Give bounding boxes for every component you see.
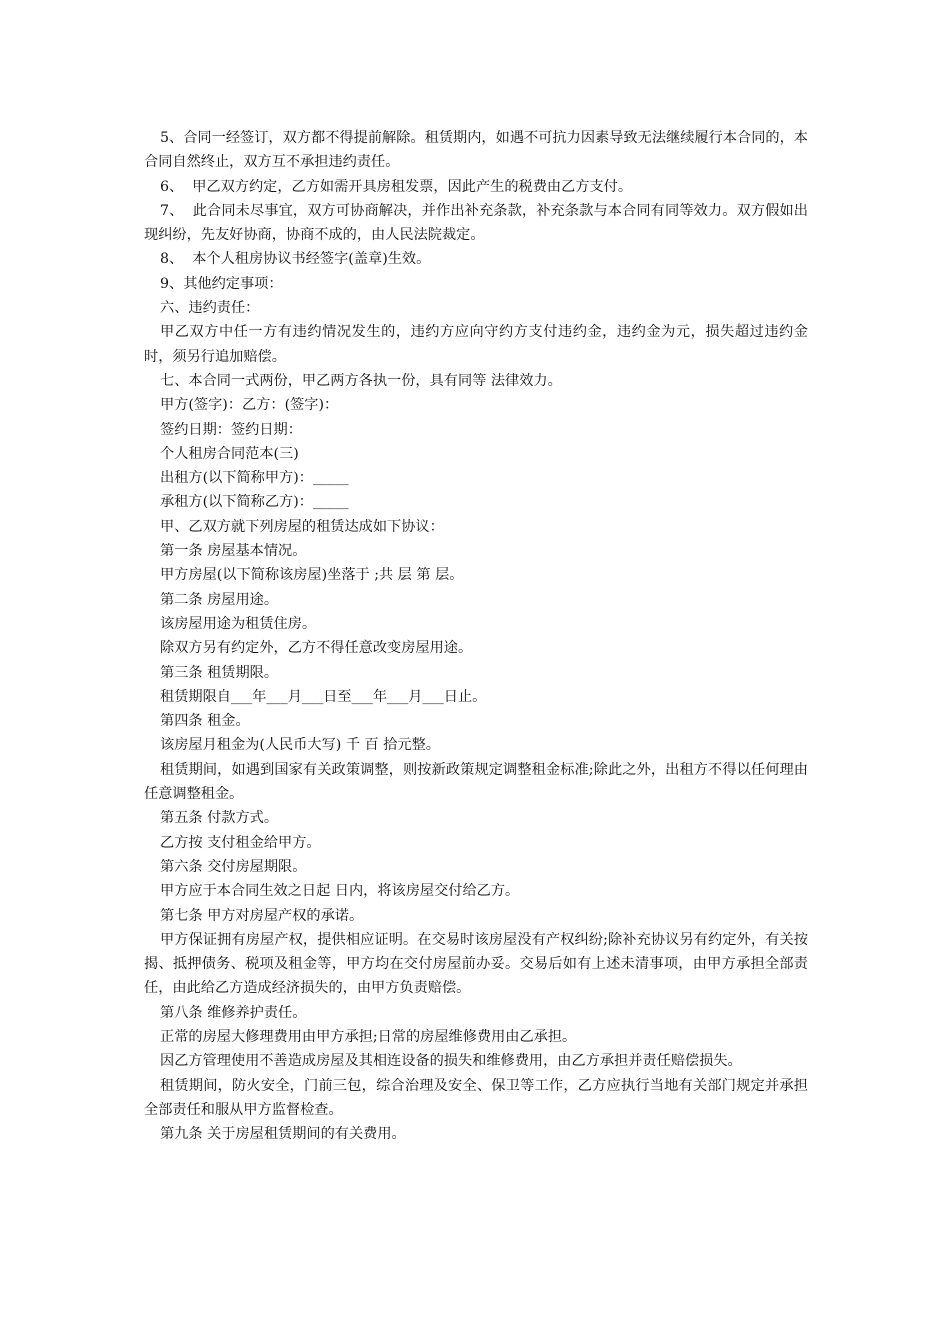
signing-date-line: 签约日期：签约日期： xyxy=(160,421,302,438)
article-8-text-1: 正常的房屋大修理费用由甲方承担;日常的房屋维修费用由乙承担。 xyxy=(160,1028,577,1045)
clause-8: 8、 本个人租房协议书经签字(盖章)生效。 xyxy=(160,251,431,268)
article-8-heading: 第八条 维修养护责任。 xyxy=(160,1004,307,1021)
article-4-text-2: 租赁期间，如遇到国家有关政策调整，则按新政策规定调整租金标准;除此之外，出租方不得以任何理由任意调整租金。 xyxy=(144,761,808,803)
article-5-text: 乙方按 支付租金给甲方。 xyxy=(160,834,321,851)
lessee-line: 承租方(以下简称乙方)：_____ xyxy=(160,494,349,511)
article-4-text-1: 该房屋月租金为(人民币大写) 千 百 拾元整。 xyxy=(160,737,440,754)
document-body xyxy=(144,126,808,1146)
article-2-heading: 第二条 房屋用途。 xyxy=(160,591,279,608)
article-1-text: 甲方房屋(以下简称该房屋)坐落于 ;共 层 第 层。 xyxy=(160,567,464,584)
article-1-heading: 第一条 房屋基本情况。 xyxy=(160,543,307,560)
clause-7: 7、 此合同未尽事宜，双方可协商解决，并作出补充条款，补充条款与本合同有同等效力。双方假如出现纠纷，先友好协商，协商不成的，由人民法院裁定。 xyxy=(144,202,808,244)
article-9-heading: 第九条 关于房屋租赁期间的有关费用。 xyxy=(160,1126,406,1143)
article-8-text-3: 租赁期间，防火安全，门前三包，综合治理及安全、保卫等工作，乙方应执行当地有关部门规定并承担全部责任和服从甲方监督检查。 xyxy=(144,1077,808,1118)
article-2-text-1: 该房屋用途为租赁住房。 xyxy=(160,615,317,632)
clause-6: 6、 甲乙双方约定，乙方如需开具房租发票，因此产生的税费由乙方支付。 xyxy=(160,178,633,195)
contract-title: 个人租房合同范本(三) xyxy=(160,445,299,462)
clause-9: 9、其他约定事项： xyxy=(160,275,283,292)
signature-line: 甲方(签字)：乙方：(签字)： xyxy=(160,397,339,414)
agreement-intro: 甲、乙双方就下列房屋的租赁达成如下协议： xyxy=(160,518,444,535)
article-2-text-2: 除双方另有约定外，乙方不得任意改变房屋用途。 xyxy=(160,640,473,657)
article-3-heading: 第三条 租赁期限。 xyxy=(160,664,279,681)
article-8-text-2: 因乙方管理使用不善造成房屋及其相连设备的损失和维修费用，由乙方承担并责任赔偿损失。 xyxy=(160,1053,742,1070)
article-3-text: 租赁期限自___年___月___日至___年___月___日止。 xyxy=(160,688,487,705)
breach-clause: 甲乙双方中任一方有违约情况发生的，违约方应向守约方支付违约金，违约金为元，损失超过违约金时，须另行追加赔偿。 xyxy=(144,324,808,365)
article-6-text: 甲方应于本合同生效之日起 日内，将该房屋交付给乙方。 xyxy=(160,883,520,900)
article-7-heading: 第七条 甲方对房屋产权的承诺。 xyxy=(160,907,364,924)
article-4-heading: 第四条 租金。 xyxy=(160,713,250,730)
article-6-heading: 第六条 交付房屋期限。 xyxy=(160,858,307,875)
lessor-line: 出租方(以下简称甲方)：_____ xyxy=(160,470,349,487)
section-heading-breach: 六、违约责任： xyxy=(160,300,260,317)
clause-5: 5、合同一经签订，双方都不得提前解除。租赁期内，如遇不可抗力因素导致无法继续履行本合同的，本合同自然终止，双方互不承担违约责任。 xyxy=(144,130,808,171)
article-5-heading: 第五条 付款方式。 xyxy=(160,810,279,827)
article-7-text: 甲方保证拥有房屋产权，提供相应证明。在交易时该房屋没有产权纠纷;除补充协议另有约定外，有关按揭、抵押债务、税项及租金等，甲方均在交付房屋前办妥。交易后如有上述未清事项，由甲方承担全部责任，由此给乙方造成经济损失的，由甲方负责赔偿。 xyxy=(144,931,808,997)
copies-clause: 七、本合同一式两份，甲乙两方各执一份，具有同等 法律效力。 xyxy=(160,372,562,389)
